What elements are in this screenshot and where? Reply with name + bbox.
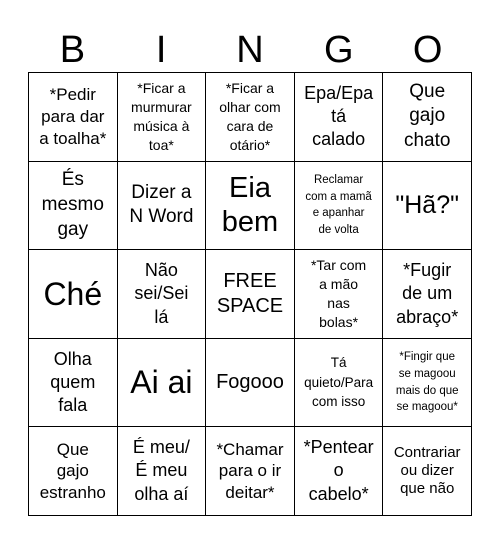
header-letter-g: G xyxy=(324,28,354,71)
bingo-cell[interactable]: *Fugir de um abraço* xyxy=(383,250,472,339)
bingo-cell[interactable]: Ché xyxy=(29,250,118,339)
header-letter-o: O xyxy=(412,28,443,71)
bingo-cell[interactable]: Ai ai xyxy=(118,339,207,428)
bingo-cell[interactable]: "Hã?" xyxy=(383,162,472,251)
bingo-cell[interactable]: Que gajo estranho xyxy=(29,427,118,516)
bingo-cell[interactable]: *Ficar a murmurar música à toa* xyxy=(118,73,207,162)
bingo-header xyxy=(28,28,472,72)
bingo-cell[interactable]: *Tar com a mão nas bolas* xyxy=(295,250,384,339)
header-letter-n: N xyxy=(236,28,264,71)
free-space-cell[interactable]: FREE SPACE xyxy=(206,250,295,339)
bingo-cell[interactable]: És mesmo gay xyxy=(29,162,118,251)
bingo-cell[interactable]: Contrariar ou dizer que não xyxy=(383,427,472,516)
bingo-cell[interactable]: Reclamar com a mamã e apanhar de volta xyxy=(295,162,384,251)
bingo-cell[interactable]: Que gajo chato xyxy=(383,73,472,162)
bingo-cell[interactable]: Eia bem xyxy=(206,162,295,251)
bingo-cell[interactable]: Tá quieto/Para com isso xyxy=(295,339,384,428)
bingo-cell[interactable]: *Pedir para dar a toalha* xyxy=(29,73,118,162)
bingo-cell[interactable]: *Chamar para o ir deitar* xyxy=(206,427,295,516)
bingo-cell[interactable]: Olha quem fala xyxy=(29,339,118,428)
bingo-cell[interactable]: Epa/Epa tá calado xyxy=(295,73,384,162)
bingo-cell[interactable]: *Fingir que se magoou mais do que se magoou* xyxy=(383,339,472,428)
bingo-cell[interactable]: Não sei/Sei lá xyxy=(118,250,207,339)
bingo-cell[interactable]: *Ficar a olhar com cara de otário* xyxy=(206,73,295,162)
bingo-cell[interactable]: Dizer a N Word xyxy=(118,162,207,251)
header-letter-i: I xyxy=(155,28,167,71)
header-letter-b: B xyxy=(59,28,86,71)
bingo-board xyxy=(28,72,472,516)
bingo-cell[interactable]: *Pentear o cabelo* xyxy=(295,427,384,516)
bingo-cell[interactable]: Fogooo xyxy=(206,339,295,428)
bingo-cell[interactable]: É meu/ É meu olha aí xyxy=(118,427,207,516)
